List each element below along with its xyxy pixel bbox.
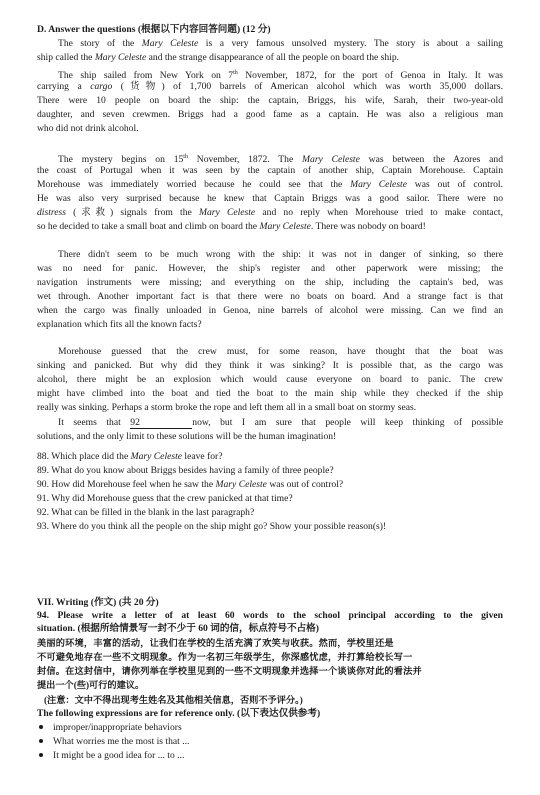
bullet-icon xyxy=(39,725,43,729)
italic-term: Mary Celeste xyxy=(141,38,199,49)
text-run: so he decided to take a small boat and climb on board the xyxy=(37,220,260,232)
text-run: was no need for panic. However, the ship's register and other paperwork were missing; the xyxy=(37,262,503,274)
writing-prompt-line-1: 94. Please write a letter of at least 60 words to the school principal according to the given xyxy=(37,610,503,621)
text-run: There didn't seem to be much wrong with the ship: it was not in danger of sinking, so there xyxy=(58,249,503,260)
text-run: leave for? xyxy=(182,451,223,462)
text-run: daughter, and seven crewmen. Briggs had a good fame as a captain. He was also a religious man xyxy=(37,108,503,120)
text-run: There were 10 people on board the ship: the captain, Briggs, his wife, Sarah, their two-year-old xyxy=(37,94,503,106)
writing-note: (注意：文中不得出现考生姓名及其他相关信息，否则不予评分。) xyxy=(44,695,303,705)
passage-line xyxy=(37,431,503,443)
passage-line xyxy=(37,81,503,93)
bullet-icon xyxy=(39,753,43,757)
passage-line xyxy=(37,263,503,275)
italic-term: Mary Celeste xyxy=(350,178,407,190)
text-run: ship called the xyxy=(37,51,95,63)
text-run: sinking and panicked. But why did they think it was sinking? It is possible that, as the cargo was xyxy=(37,359,503,371)
text-run: 92. What can be filled in the blank in the last paragraph? xyxy=(37,506,255,518)
text-run: solutions, and the only limit to these solutions will be the human imagination! xyxy=(37,430,337,442)
question-line xyxy=(37,507,503,519)
text-run: 90. How did Morehouse feel when he saw the xyxy=(37,478,216,490)
text-run: now, but I am sure that people will keep thinking of possible xyxy=(192,417,504,428)
writing-situation-line-3: 封信。在这封信中，请你列举在学校里见到的一些不文明现象并选择一个谈谈你对此的看法并 xyxy=(37,666,422,676)
text-run: navigation instruments were missing; and everything on the ship, including the captain's bed, was xyxy=(37,276,503,288)
text-run: wet through. Another important fact is that there were no boats on board. And a strange fact is that xyxy=(37,290,503,302)
italic-term: Mary Celeste xyxy=(302,154,360,166)
section-vii-heading: VII. Writing (作文) (共 20 分) xyxy=(37,597,159,608)
passage-line xyxy=(37,52,503,64)
question-line xyxy=(37,521,503,533)
text-run: when the cargo was finally unloaded in Genoa, nine barrels of alcohol were missing. Can we find an xyxy=(37,304,503,316)
text-run: 89. What do you know about Briggs besides having a family of three people? xyxy=(37,464,334,476)
text-run: really was sinking. Perhaps a storm broke the rope and left them all in a small boat on stormy seas. xyxy=(37,401,417,413)
text-run: was out of control. xyxy=(406,178,503,190)
text-run: November, 1872. The xyxy=(187,154,303,166)
italic-term: Mary Celeste xyxy=(215,478,267,490)
passage-line xyxy=(37,319,503,331)
text-run: Morehouse guessed that the crew must, for some reason, have thought that the boat was xyxy=(58,346,503,357)
text-run: the coast of Portugal when it was seen by the captain of another ship, Captain Morehouse. Captain xyxy=(37,164,503,176)
text-run: was between the Azores and xyxy=(359,154,503,166)
ordinal-suffix: th xyxy=(233,70,238,76)
text-run: might have climbed into the boat and tied the boat to the main ship while they checked if the ship xyxy=(37,387,503,399)
text-run: (货物) of 1,700 barrels of American alcohol which was worth 35,000 dollars. xyxy=(112,80,503,92)
italic-term: cargo xyxy=(90,80,113,92)
text-run: He was also very surprised because he knew that Captain Briggs was a good sailor. There were no xyxy=(37,192,503,204)
italic-term: Mary Celeste xyxy=(198,206,256,218)
text-run: Morehouse was immediately worried because he could see that the xyxy=(37,178,351,190)
text-run: was out of control? xyxy=(266,478,344,490)
passage-line xyxy=(37,207,503,219)
text-run: is a very famous unsolved mystery. The story is about a sailing xyxy=(198,38,503,49)
reference-bullet xyxy=(37,722,503,734)
reference-bullet xyxy=(37,736,503,748)
text-run: and the strange disappearance of all the people on board the ship. xyxy=(146,51,400,63)
reference-heading: The following expressions are for reference only. (以下表达仅供参考) xyxy=(37,708,321,719)
bullet-text: What worries me the most is that ... xyxy=(53,736,190,747)
text-run: and no reply when Morehouse tried to make contact, xyxy=(255,206,503,218)
text-run: November, 1872, for the port of Genoa in Italy. It was xyxy=(237,70,503,82)
text-run: alcohol, there might be an explosion which would cause everyone on board to panic. The crew xyxy=(37,373,503,385)
text-run: (求救) signals from the xyxy=(65,206,199,218)
writing-situation-line-4: 提出一个(些)可行的建议。 xyxy=(37,680,145,690)
passage-line xyxy=(58,38,503,50)
passage-line xyxy=(58,346,503,358)
ordinal-suffix: th xyxy=(183,154,188,160)
section-d-heading: D. Answer the questions (根据以下内容回答问题) (12 分) xyxy=(37,24,271,35)
italic-term: distress xyxy=(37,206,66,218)
text-run: The mystery begins on 15 xyxy=(58,154,184,166)
writing-situation-line-1: 美丽的环境，丰富的活动，让我们在学校的生活充满了欢笑与收获。然而，学校里还是 xyxy=(37,638,394,648)
italic-term: Mary Celeste xyxy=(130,451,183,462)
text-run: 91. Why did Morehouse guess that the crew panicked at that time? xyxy=(37,492,293,504)
passage-line xyxy=(37,193,503,205)
passage-line xyxy=(37,388,503,400)
passage-line xyxy=(37,109,503,121)
text-run: 93. Where do you think all the people on the ship might go? Show your possible reason(s)! xyxy=(37,520,387,532)
bullet-text: improper/inappropriate behaviors xyxy=(53,722,182,733)
passage-line xyxy=(37,277,503,289)
text-run: . There was nobody on board! xyxy=(310,220,426,232)
passage-line xyxy=(37,374,503,386)
question-line xyxy=(37,451,503,463)
text-run: The ship sailed from New York on 7 xyxy=(58,70,234,82)
text-run: It seems that xyxy=(58,417,131,428)
question-line xyxy=(37,493,503,505)
text-run: who did not drink alcohol. xyxy=(37,122,139,134)
passage-line xyxy=(37,402,503,414)
bullet-icon xyxy=(39,739,43,743)
passage-line xyxy=(37,360,503,372)
answer-blank: 92 xyxy=(130,418,192,429)
passage-line xyxy=(37,123,503,135)
bullet-text: It might be a good idea for ... to ... xyxy=(53,750,185,761)
passage-line xyxy=(58,249,503,261)
writing-prompt-line-2: situation. (根据所给情景写一封不少于 60 词的信，标点符号不占格) xyxy=(37,623,319,634)
passage-line xyxy=(37,305,503,317)
passage-line xyxy=(37,221,503,233)
passage-line xyxy=(37,291,503,303)
question-line xyxy=(37,479,503,491)
question-line xyxy=(37,465,503,477)
passage-line xyxy=(58,417,503,429)
italic-term: Mary Celeste xyxy=(259,220,311,232)
italic-term: Mary Celeste xyxy=(94,51,147,63)
passage-line xyxy=(37,179,503,191)
writing-situation-line-2: 不可避免地存在一些不文明现象。作为一名初三年级学生，你深感忧虑，并打算给校长写一 xyxy=(37,652,413,662)
text-run: carrying a xyxy=(37,80,91,92)
text-run: 88. Which place did the xyxy=(37,451,131,462)
text-run: explanation which fits all the known facts? xyxy=(37,318,202,330)
text-run: The story of the xyxy=(58,38,142,49)
passage-line xyxy=(37,165,503,177)
passage-line xyxy=(37,95,503,107)
reference-bullet xyxy=(37,750,503,762)
